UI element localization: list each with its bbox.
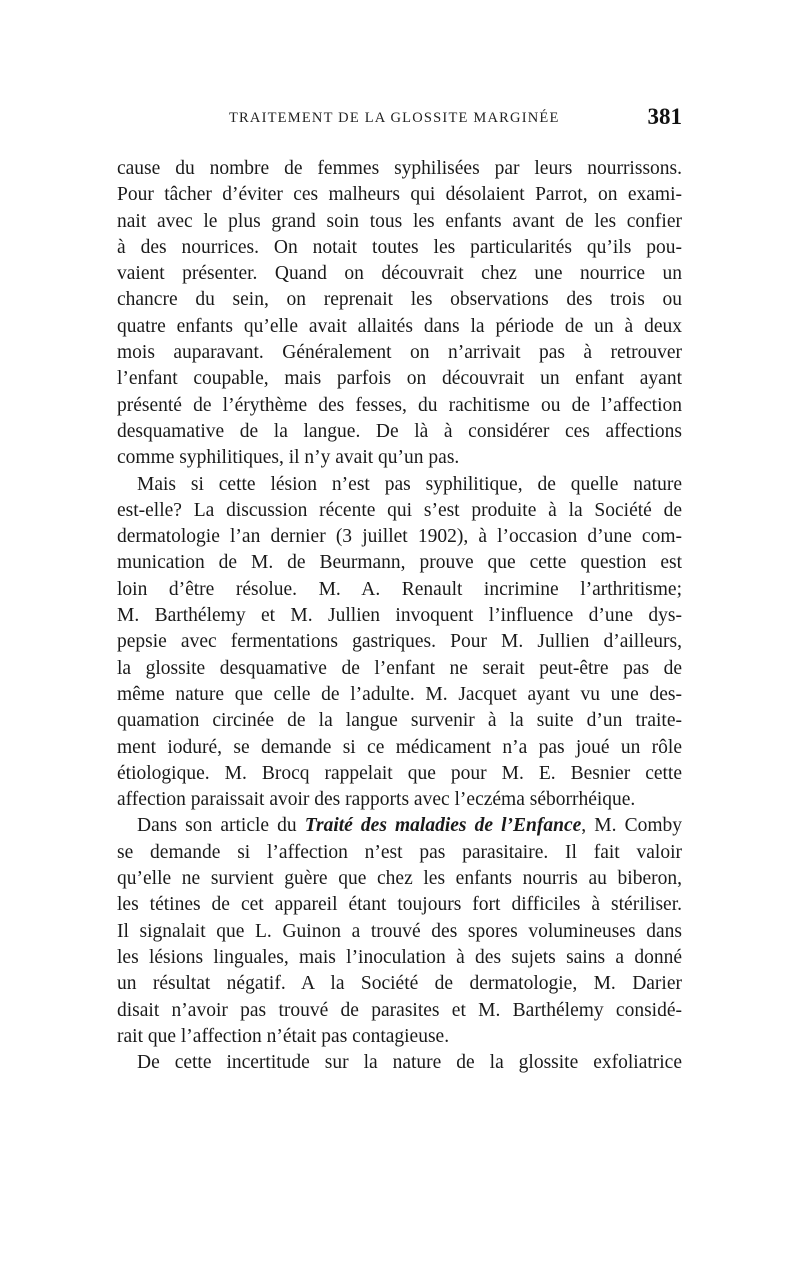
text-line: étiologique. M. Brocq rappelait que pour M. E. Besnier cette (117, 762, 682, 784)
text-line: loin d’être résolue. M. A. Renault incrimine l’arthritisme; (117, 578, 682, 600)
text-line: la glossite desquamative de l’enfant ne serait peut-être pas de (117, 657, 682, 679)
running-head (117, 104, 682, 134)
text-line: affection paraissait avoir des rapports avec l’eczéma séborrhéique. (117, 789, 636, 811)
text-line: quamation circinée de la langue survenir à la suite d’un traite- (117, 710, 682, 732)
text-line (117, 813, 682, 839)
text-line: les lésions linguales, mais l’inoculation à des sujets sains a donné (117, 946, 682, 968)
text-line: Pour tâcher d’éviter ces malheurs qui désolaient Parrot, on exami- (117, 184, 682, 206)
text-line: qu’elle ne survient guère que chez les enfants nourris au biberon, (117, 868, 682, 890)
text-line: même nature que celle de l’adulte. M. Jacquet ayant vu une des- (117, 683, 682, 705)
text-segment: , M. Comby (581, 815, 682, 837)
text-line: disait n’avoir pas trouvé de parasites et M. Barthélemy considé- (117, 999, 682, 1021)
text-line: Il signalait que L. Guinon a trouvé des spores volumineuses dans (117, 920, 682, 942)
text-line: cause du nombre de femmes syphilisées par leurs nourrissons. (117, 158, 682, 179)
text-line: rait que l’affection n’était pas contagieuse. (117, 1025, 450, 1047)
text-line: se demande si l’affection n’est pas parasitaire. Il fait valoir (117, 841, 682, 863)
text-line: ment ioduré, se demande si ce médicament n’a pas joué un rôle (117, 736, 682, 758)
text-line: un résultat négatif. A la Société de dermatologie, M. Darier (117, 973, 682, 995)
text-segment: Dans son article du (137, 815, 305, 837)
running-title: TRAITEMENT DE LA GLOSSITE MARGINÉE (229, 110, 560, 126)
book-title-italic: Traité des maladies de l’Enfance (304, 815, 582, 837)
text-line: M. Barthélemy et M. Jullien invoquent l’influence d’une dys- (117, 605, 682, 627)
text-line: présenté de l’érythème des fesses, du rachitisme ou de l’affection (117, 394, 682, 416)
text-line: à des nourrices. On notait toutes les particularités qu’ils pou- (117, 236, 682, 258)
text-line: comme syphilitiques, il n’y avait qu’un pas. (117, 447, 460, 469)
text-line: munication de M. de Beurmann, prouve que cette question est (117, 552, 682, 574)
text-line: chancre du sein, on reprenait les observations des trois ou (117, 289, 682, 311)
text-line: l’enfant coupable, mais parfois on découvrait un enfant ayant (117, 368, 682, 390)
text-line: De cette incertitude sur la nature de la glossite exfoliatrice (137, 1052, 682, 1074)
page-number: 381 (647, 104, 682, 129)
text-line: dermatologie l’an dernier (3 juillet 1902), à l’occasion d’une com- (117, 526, 682, 548)
text-line: desquamative de la langue. De là à considérer ces affections (117, 420, 682, 442)
text-line: nait avec le plus grand soin tous les enfants avant de les confier (117, 210, 682, 232)
text-line: quatre enfants qu’elle avait allaités dans la période de un à deux (117, 315, 682, 337)
text-line: Mais si cette lésion n’est pas syphilitique, de quelle nature (137, 473, 682, 495)
text-line: est-elle? La discussion récente qui s’est produite à la Société de (117, 499, 682, 521)
text-line: pepsie avec fermentations gastriques. Pour M. Jullien d’ailleurs, (117, 631, 682, 653)
text-line: les tétines de cet appareil étant toujours fort difficiles à stériliser. (117, 894, 682, 916)
text-line: vaient présenter. Quand on découvrait chez une nourrice un (117, 263, 682, 285)
text-line: mois auparavant. Généralement on n’arrivait pas à retrouver (117, 342, 682, 364)
body-text (117, 156, 682, 1076)
